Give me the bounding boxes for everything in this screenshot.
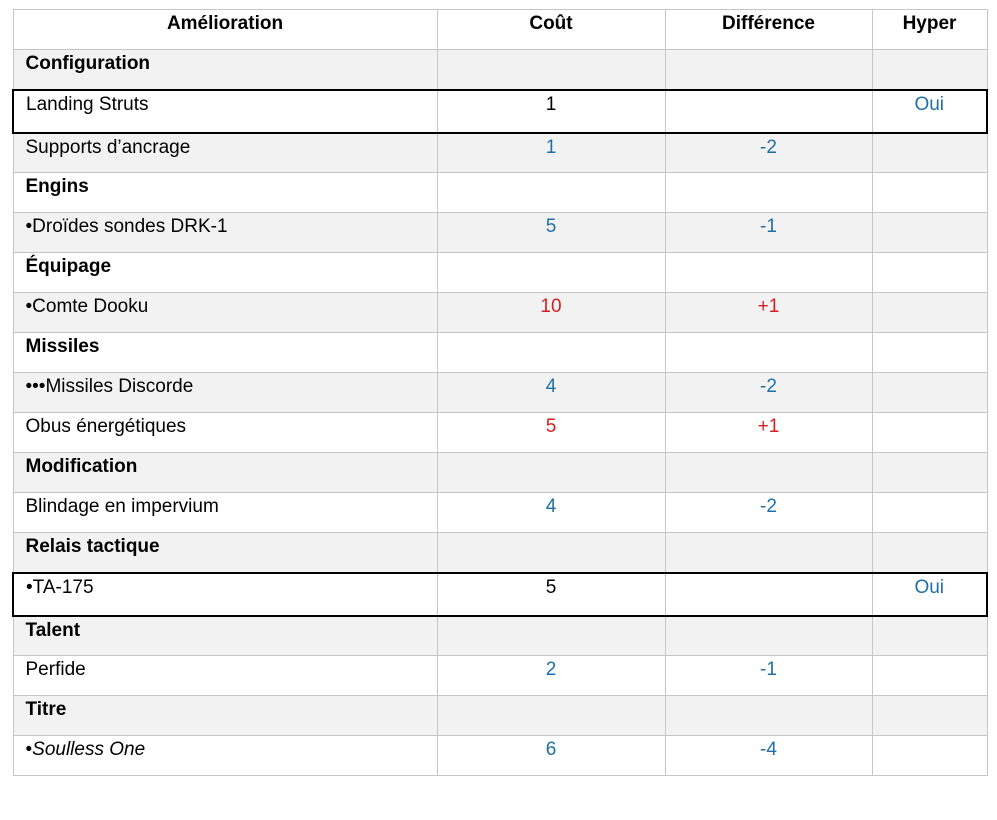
section-title: Équipage: [13, 253, 437, 293]
table-row: [13, 573, 987, 616]
hyper-cell: [872, 253, 987, 293]
hyper-cell: Oui: [872, 573, 987, 616]
hyper-cell: [872, 133, 987, 173]
upgrade-name: Supports d’ancrage: [25, 136, 191, 158]
difference-cell: [665, 253, 872, 293]
upgrade-name: Blindage en impervium: [25, 496, 219, 517]
hyper-cell: [872, 50, 987, 90]
upgrade-name: Droïdes sondes DRK-1: [32, 216, 228, 237]
unique-bullet: •: [25, 739, 33, 760]
section-row: [13, 333, 987, 373]
difference-cell: [665, 173, 872, 213]
difference-cell: -2: [665, 373, 872, 413]
header-row: [13, 10, 987, 50]
cost-cell: [437, 696, 665, 736]
section-title: Modification: [13, 453, 437, 493]
cost-cell: 5: [437, 213, 665, 253]
unique-bullet: •: [25, 216, 33, 237]
difference-cell: [665, 573, 872, 616]
hyper-cell: [872, 533, 987, 573]
difference-cell: -2: [665, 493, 872, 533]
unique-bullet: •: [25, 296, 33, 317]
cost-cell: [437, 253, 665, 293]
cost-cell: 4: [437, 493, 665, 533]
section-row: [13, 533, 987, 573]
upgrade-name-cell: [13, 573, 437, 616]
section-row: [13, 616, 987, 656]
upgrades-table: [12, 9, 988, 776]
section-row: [13, 50, 987, 90]
hyper-cell: [872, 616, 987, 656]
hyper-cell: Oui: [872, 90, 987, 133]
hyper-cell: [872, 213, 987, 253]
section-title: Configuration: [13, 50, 437, 90]
table-row: [13, 213, 987, 253]
cost-cell: 5: [437, 573, 665, 616]
section-title: Talent: [13, 616, 437, 656]
table-row: [13, 736, 987, 776]
upgrade-name-cell: [13, 293, 437, 333]
table-row: [13, 493, 987, 533]
difference-cell: [665, 533, 872, 573]
difference-cell: [665, 453, 872, 493]
hyper-cell: [872, 493, 987, 533]
hyper-cell: [872, 453, 987, 493]
upgrade-name: TA-175: [32, 576, 94, 598]
table-row: [13, 413, 987, 453]
cost-cell: 1: [437, 90, 665, 133]
hyper-cell: [872, 696, 987, 736]
difference-cell: [665, 696, 872, 736]
header-hyper: Hyper: [872, 10, 987, 50]
hyper-cell: [872, 293, 987, 333]
hyper-cell: [872, 736, 987, 776]
hyper-cell: [872, 413, 987, 453]
difference-cell: [665, 616, 872, 656]
difference-cell: [665, 90, 872, 133]
upgrade-name: Landing Struts: [26, 93, 149, 115]
upgrade-name-cell: [13, 133, 437, 173]
difference-cell: +1: [665, 293, 872, 333]
header-difference: Différence: [665, 10, 872, 50]
section-row: [13, 253, 987, 293]
cost-cell: [437, 533, 665, 573]
unique-bullet: •: [26, 576, 33, 598]
header-amelioration: Amélioration: [13, 10, 437, 50]
difference-cell: +1: [665, 413, 872, 453]
upgrade-name-cell: [13, 90, 437, 133]
cost-cell: 1: [437, 133, 665, 173]
section-row: [13, 696, 987, 736]
section-row: [13, 173, 987, 213]
table-row: [13, 133, 987, 173]
difference-cell: -1: [665, 656, 872, 696]
cost-cell: 10: [437, 293, 665, 333]
table-body: [13, 50, 987, 776]
table-row: [13, 373, 987, 413]
cost-cell: 4: [437, 373, 665, 413]
hyper-cell: [872, 656, 987, 696]
cost-cell: 6: [437, 736, 665, 776]
upgrade-name-cell: [13, 373, 437, 413]
table-row: [13, 90, 987, 133]
section-row: [13, 453, 987, 493]
cost-cell: [437, 616, 665, 656]
section-title: Relais tactique: [13, 533, 437, 573]
difference-cell: -2: [665, 133, 872, 173]
upgrade-name: Obus énergétiques: [25, 416, 187, 437]
difference-cell: -4: [665, 736, 872, 776]
upgrade-name-cell: [13, 213, 437, 253]
upgrade-name: Soulless One: [32, 739, 146, 760]
section-title: Engins: [13, 173, 437, 213]
cost-cell: 2: [437, 656, 665, 696]
upgrade-name-cell: [13, 656, 437, 696]
unique-bullet: •••: [25, 376, 46, 397]
cost-cell: [437, 453, 665, 493]
section-title: Titre: [13, 696, 437, 736]
hyper-cell: [872, 373, 987, 413]
table-row: [13, 656, 987, 696]
hyper-cell: [872, 173, 987, 213]
section-title: Missiles: [13, 333, 437, 373]
upgrade-name-cell: [13, 493, 437, 533]
cost-cell: [437, 333, 665, 373]
header-cout: Coût: [437, 10, 665, 50]
difference-cell: [665, 333, 872, 373]
cost-cell: [437, 50, 665, 90]
upgrade-name: Comte Dooku: [32, 296, 149, 317]
table-row: [13, 293, 987, 333]
cost-cell: [437, 173, 665, 213]
upgrade-name-cell: [13, 736, 437, 776]
upgrade-name-cell: [13, 413, 437, 453]
upgrades-table-container: [12, 9, 988, 776]
hyper-cell: [872, 333, 987, 373]
upgrade-name: Perfide: [25, 659, 86, 680]
cost-cell: 5: [437, 413, 665, 453]
difference-cell: -1: [665, 213, 872, 253]
difference-cell: [665, 50, 872, 90]
upgrade-name: Missiles Discorde: [45, 376, 194, 397]
